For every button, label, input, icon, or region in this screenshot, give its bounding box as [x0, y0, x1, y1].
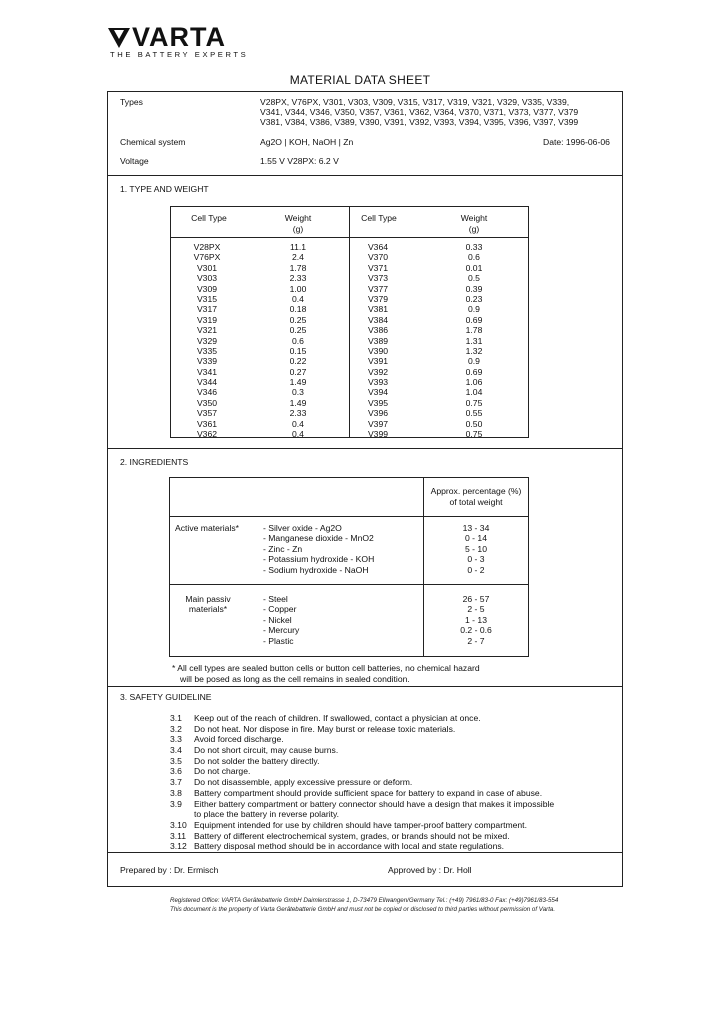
- cell-type: V396: [367, 408, 389, 419]
- passive-materials-list: [263, 594, 299, 646]
- active-percentages: [424, 523, 528, 575]
- cell-type: V381: [367, 304, 389, 315]
- table-header-rule: [169, 516, 528, 517]
- passive-material-percentage: 1 - 13: [465, 614, 487, 625]
- safety-item-text: Do not short circuit, may cause burns.: [194, 745, 339, 756]
- active-material-percentage: 0 - 3: [467, 554, 485, 565]
- chemical-system-value: Ag2O | KOH, NaOH | Zn: [260, 137, 354, 147]
- cell-weight: 0.25: [289, 325, 307, 336]
- passive-material-percentage: 0.2 - 0.6: [460, 625, 492, 636]
- active-material-percentage: 5 - 10: [465, 543, 487, 554]
- types-line-2: V341, V344, V346, V350, V357, V361, V362, V364, V370, V371, V373, V377, V379: [260, 107, 579, 117]
- active-materials-label: Active materials*: [175, 523, 239, 533]
- right-celltype-column: [346, 242, 410, 439]
- cell-type: V339: [196, 356, 218, 367]
- cell-weight: 0.01: [465, 262, 483, 273]
- cell-type: V389: [367, 335, 389, 346]
- cell-weight: 1.49: [289, 397, 307, 408]
- cell-weight: 0.69: [465, 366, 483, 377]
- table-header-rule: [170, 237, 528, 238]
- cell-weight: 1.06: [465, 377, 483, 388]
- section-1-title: 1. TYPE AND WEIGHT: [120, 184, 209, 194]
- safety-item-number: 3.4: [170, 745, 182, 756]
- passive-material-percentage: 2 - 5: [467, 604, 485, 615]
- passive-material-percentage: 2 - 7: [467, 635, 485, 646]
- safety-item-text: Do not disassemble, apply excessive pressure or deform.: [194, 777, 413, 788]
- right-weight-column: [434, 242, 514, 439]
- safety-item-text: Do not solder the battery directly.: [194, 755, 320, 766]
- safety-items: [194, 713, 554, 852]
- active-material-item: - Zinc - Zn: [263, 543, 303, 554]
- active-material-percentage: 13 - 34: [462, 523, 490, 533]
- safety-item-number: 3.8: [170, 787, 182, 798]
- approved-by: Approved by : Dr. Holl: [388, 865, 472, 875]
- safety-item-number: 3.7: [170, 777, 182, 788]
- safety-item-number: [170, 809, 187, 820]
- cell-type: V317: [196, 304, 218, 315]
- voltage-label: Voltage: [120, 156, 149, 166]
- cell-type: V350: [196, 397, 218, 408]
- cell-type: V377: [367, 283, 389, 294]
- left-weight-unit: (g): [292, 224, 304, 234]
- chemical-system-label: Chemical system: [120, 137, 186, 147]
- cell-weight: 11.1: [289, 242, 307, 252]
- active-material-item: - Sodium hydroxide - NaOH: [263, 564, 369, 575]
- safety-item-text: Equipment intended for use by children should have tamper-proof battery compartment.: [194, 819, 527, 830]
- cell-weight: 1.49: [289, 377, 307, 388]
- passive-percentages: [424, 594, 528, 646]
- safety-item-text: Battery disposal method should be in accordance with local and state regulations.: [194, 841, 505, 852]
- types-line-3: V381, V384, V386, V389, V390, V391, V392, V393, V394, V395, V396, V397, V399: [260, 117, 579, 127]
- voltage-value: 1.55 V V28PX: 6.2 V: [260, 156, 339, 166]
- brand-tagline: THE BATTERY EXPERTS: [110, 50, 249, 59]
- active-material-item: - Potassium hydroxide - KOH: [263, 554, 375, 565]
- cell-weight: 0.27: [289, 366, 307, 377]
- footnote-line-1: * All cell types are sealed button cells or button cell batteries, no chemical hazard: [172, 663, 480, 673]
- cell-type: V362: [196, 429, 218, 440]
- cell-weight: 1.78: [465, 325, 483, 336]
- cell-type: V315: [196, 293, 218, 304]
- varta-logo-icon: [108, 28, 130, 48]
- safety-item-text: Keep out of the reach of children. If swallowed, contact a physician at once.: [194, 713, 481, 723]
- cell-weight: 0.9: [468, 356, 480, 367]
- cell-type: V361: [196, 418, 218, 429]
- safety-numbers: [170, 713, 187, 852]
- cell-weight: 0.75: [465, 397, 483, 408]
- passive-material-item: - Mercury: [263, 625, 300, 636]
- cell-weight: 0.23: [465, 293, 483, 304]
- cell-type: V301: [196, 262, 218, 273]
- cell-type: V329: [196, 335, 218, 346]
- cell-weight: 0.33: [465, 242, 483, 252]
- cell-type: V394: [367, 387, 389, 398]
- divider: [108, 852, 622, 853]
- left-weight-column: [258, 242, 338, 439]
- right-weight-unit: (g): [468, 224, 480, 234]
- safety-item-text: Do not charge.: [194, 766, 251, 777]
- cell-weight: 0.25: [289, 314, 307, 325]
- cell-type: V386: [367, 325, 389, 336]
- cell-type: V357: [196, 408, 218, 419]
- safety-item-number: 3.1: [170, 713, 182, 723]
- footer-registered-office: Registered Office: VARTA Gerätebatterie GmbH Daimlerstrasse 1, D-73479 Ellwangen/Germany Tel.: (+49) 7961/83-0 Fax: (+49)7961/83-554: [170, 897, 559, 904]
- cell-type: V373: [367, 273, 389, 284]
- prepared-by: Prepared by : Dr. Ermisch: [120, 865, 219, 875]
- cell-weight: 0.3: [292, 387, 304, 398]
- cell-type: V76PX: [193, 252, 221, 263]
- percentage-header: Approx. percentage (%): [430, 486, 522, 496]
- cell-type: V379: [367, 293, 389, 304]
- safety-item-number: 3.5: [170, 755, 182, 766]
- cell-weight: 0.50: [465, 418, 483, 429]
- cell-weight: 0.4: [292, 293, 304, 304]
- safety-item-text: Either battery compartment or battery connector should have a design that makes it impossible: [194, 798, 555, 809]
- cell-type: V371: [367, 262, 389, 273]
- passive-materials-label: Main passiv: [185, 594, 231, 604]
- safety-item-number: 3.10: [170, 819, 187, 830]
- cell-weight: 0.75: [465, 429, 483, 440]
- cell-weight: 1.04: [465, 387, 483, 398]
- safety-item-number: 3.2: [170, 723, 182, 734]
- footer-confidentiality: This document is the property of Varta Gerätebatterie GmbH and must not be copied or disclosed to third parties without permission of Varta.: [170, 906, 556, 913]
- brand-name: VARTA: [132, 22, 226, 52]
- passive-material-item: - Nickel: [263, 614, 292, 625]
- cell-weight: 0.18: [289, 304, 307, 315]
- cell-type: V303: [196, 273, 218, 284]
- active-material-item: - Silver oxide - Ag2O: [263, 523, 342, 533]
- left-celltype-header: Cell Type: [191, 213, 227, 223]
- document-date: Date: 1996-06-06: [543, 137, 610, 147]
- active-material-percentage: 0 - 2: [467, 564, 485, 575]
- passive-material-item: - Steel: [263, 594, 288, 604]
- cell-weight: 0.6: [468, 252, 480, 263]
- safety-item-number: 3.3: [170, 734, 182, 745]
- active-material-percentage: 0 - 14: [465, 533, 487, 544]
- types-label: Types: [120, 97, 143, 107]
- cell-type: V392: [367, 366, 389, 377]
- cell-type: V346: [196, 387, 218, 398]
- cell-type: V397: [367, 418, 389, 429]
- cell-type: V384: [367, 314, 389, 325]
- cell-weight: 0.55: [465, 408, 483, 419]
- cell-type: V395: [367, 397, 389, 408]
- passive-material-item: - Plastic: [263, 635, 294, 646]
- safety-item-number: 3.6: [170, 766, 182, 777]
- active-materials-list: [263, 523, 374, 575]
- cell-weight: 0.69: [465, 314, 483, 325]
- safety-item-text: Battery compartment should provide sufficient space for battery to expand in case of abuse.: [194, 787, 543, 798]
- cell-type: V341: [196, 366, 218, 377]
- divider: [108, 448, 622, 449]
- cell-weight: 1.31: [465, 335, 483, 346]
- cell-type: V28PX: [193, 242, 221, 252]
- table-group-rule: [169, 584, 528, 585]
- percentage-header-2: of total weight: [449, 497, 503, 507]
- cell-type: V319: [196, 314, 218, 325]
- passive-material-item: - Copper: [263, 604, 297, 615]
- passive-materials-label-2: materials*: [188, 604, 228, 614]
- divider: [108, 175, 622, 176]
- cell-type: V364: [367, 242, 389, 252]
- cell-weight: 2.33: [289, 408, 307, 419]
- cell-type: V321: [196, 325, 218, 336]
- cell-weight: 0.15: [289, 345, 307, 356]
- right-weight-header: Weight: [460, 213, 488, 223]
- cell-weight: 0.4: [292, 418, 304, 429]
- cell-weight: 2.4: [292, 252, 304, 263]
- right-celltype-header: Cell Type: [361, 213, 397, 223]
- cell-weight: 0.5: [468, 273, 480, 284]
- left-weight-header: Weight: [284, 213, 312, 223]
- cell-type: V370: [367, 252, 389, 263]
- cell-weight: 0.39: [465, 283, 483, 294]
- safety-item-number: 3.9: [170, 798, 182, 809]
- safety-item-number: 3.12: [170, 841, 187, 852]
- types-line-1: V28PX, V76PX, V301, V303, V309, V315, V317, V319, V321, V329, V335, V339,: [260, 97, 570, 107]
- cell-type: V390: [367, 345, 389, 356]
- cell-weight: 1.00: [289, 283, 307, 294]
- cell-weight: 0.9: [468, 304, 480, 315]
- safety-item-text: Battery of different electrochemical system, grades, or brands should not be mixed.: [194, 830, 510, 841]
- section-2-title: 2. INGREDIENTS: [120, 457, 189, 467]
- safety-item-text: Do not heat. Nor dispose in fire. May burst or release toxic materials.: [194, 723, 456, 734]
- cell-type: V391: [367, 356, 389, 367]
- cell-weight: 0.22: [289, 356, 307, 367]
- section-3-title: 3. SAFETY GUIDELINE: [120, 692, 212, 702]
- page-title: MATERIAL DATA SHEET: [289, 73, 431, 87]
- cell-weight: 2.33: [289, 273, 307, 284]
- footnote-line-2: will be posed as long as the cell remains in sealed condition.: [180, 674, 410, 684]
- safety-item-number: 3.11: [170, 830, 187, 841]
- passive-material-percentage: 26 - 57: [462, 594, 490, 604]
- cell-type: V393: [367, 377, 389, 388]
- active-material-item: - Manganese dioxide - MnO2: [263, 533, 374, 544]
- left-celltype-column: [175, 242, 239, 439]
- safety-item-text: to place the battery in reverse polarity.: [194, 809, 340, 820]
- cell-type: V344: [196, 377, 218, 388]
- safety-item-text: Avoid forced discharge.: [194, 734, 284, 745]
- cell-type: V309: [196, 283, 218, 294]
- cell-weight: 1.32: [465, 345, 483, 356]
- cell-weight: 1.78: [289, 262, 307, 273]
- cell-weight: 0.4: [292, 429, 304, 440]
- cell-type: V399: [367, 429, 389, 440]
- cell-type: V335: [196, 345, 218, 356]
- divider: [108, 686, 622, 687]
- cell-weight: 0.6: [292, 335, 304, 346]
